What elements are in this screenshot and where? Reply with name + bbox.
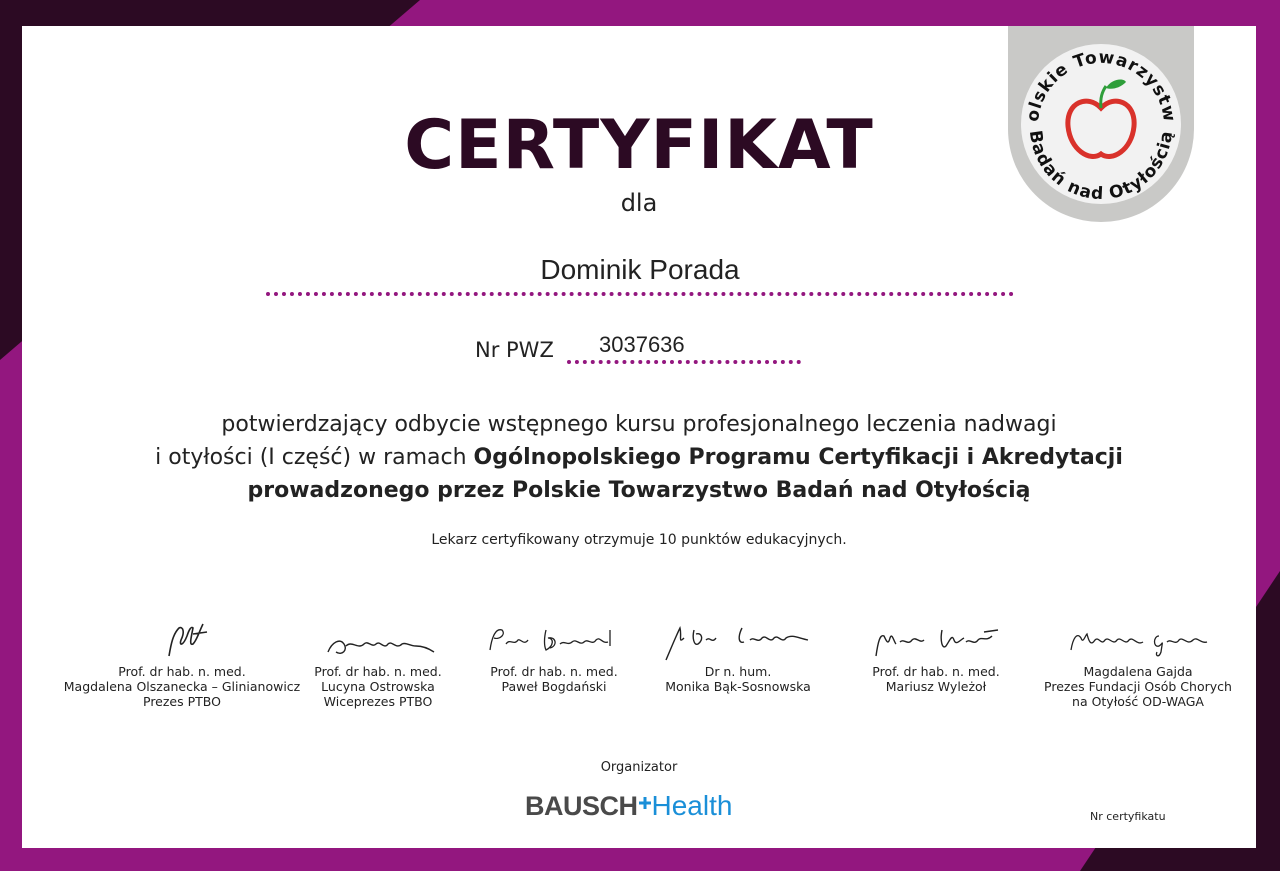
body-line-2 bbox=[22, 441, 1256, 474]
body-line-2-bold: Ogólnopolskiego Programu Certyfikacji i Akredytacji bbox=[473, 445, 1123, 470]
signature-2-image bbox=[318, 616, 438, 664]
seal-bottom-text: Badań nad Otyłością bbox=[1024, 129, 1178, 205]
for-label: dla bbox=[620, 189, 658, 217]
signature-1-image bbox=[137, 616, 227, 664]
signature-6-image bbox=[1063, 616, 1213, 664]
signer-6-title: Magdalena Gajda bbox=[1083, 664, 1193, 679]
certificate-body bbox=[22, 408, 1256, 507]
logo-text-bausch: BAUSCH bbox=[525, 791, 638, 821]
signer-6-name: Prezes Fundacji Osób Chorych bbox=[1044, 679, 1232, 694]
body-line-2-plain: i otyłości (I część) w ramach bbox=[155, 445, 474, 470]
signer-6 bbox=[1018, 616, 1258, 709]
signatures-row bbox=[22, 616, 1256, 716]
signature-5-image bbox=[866, 616, 1006, 664]
pwz-value: 3037636 bbox=[599, 332, 685, 357]
signer-1-title: Prof. dr hab. n. med. bbox=[118, 664, 246, 679]
signer-2-role: Wiceprezes PTBO bbox=[323, 694, 433, 709]
body-line-3-bold: prowadzonego przez Polskie Towarzystwo Badań nad Otyłością bbox=[247, 478, 1031, 503]
signer-2-name: Lucyna Ostrowska bbox=[321, 679, 435, 694]
signer-5-title: Prof. dr hab. n. med. bbox=[872, 664, 1000, 679]
logo-plus-icon bbox=[639, 797, 651, 809]
certificate-title: CERTYFIKAT bbox=[404, 106, 874, 185]
pwz-dotted-line bbox=[567, 332, 801, 364]
signer-4-title: Dr n. hum. bbox=[704, 664, 772, 679]
body-line-3 bbox=[22, 474, 1256, 507]
organizer-label: Organizator bbox=[600, 760, 678, 775]
signer-5-name: Mariusz Wyleżoł bbox=[885, 679, 987, 694]
signer-1-name: Magdalena Olszanecka – Glinianowicz bbox=[63, 679, 301, 694]
signer-1-role: Prezes PTBO bbox=[143, 694, 221, 709]
signature-3-image bbox=[484, 616, 624, 664]
recipient-name: Dominik Porada bbox=[540, 254, 740, 285]
bausch-health-logo bbox=[525, 790, 732, 824]
education-points-note: Lekarz certyfikowany otrzymuje 10 punktów edukacyjnych. bbox=[431, 532, 847, 548]
signer-2-title: Prof. dr hab. n. med. bbox=[314, 664, 442, 679]
signer-4-name: Monika Bąk-Sosnowska bbox=[665, 679, 811, 694]
certificate-sheet bbox=[22, 26, 1256, 848]
seal-top-text: olskie Towarzystw bbox=[1022, 47, 1180, 124]
logo-text-health: Health bbox=[651, 790, 733, 821]
signer-3-name: Paweł Bogdański bbox=[501, 679, 607, 694]
signer-3-title: Prof. dr hab. n. med. bbox=[490, 664, 618, 679]
recipient-name-field bbox=[266, 252, 1014, 296]
certificate-number-label: Nr certyfikatu bbox=[1090, 810, 1166, 823]
signature-4-image bbox=[658, 616, 818, 664]
pwz-label: Nr PWZ bbox=[475, 338, 554, 362]
signer-6-role: na Otyłość OD-WAGA bbox=[1072, 694, 1204, 709]
body-line-1: potwierdzający odbycie wstępnego kursu profesjonalnego leczenia nadwagi bbox=[221, 412, 1057, 437]
